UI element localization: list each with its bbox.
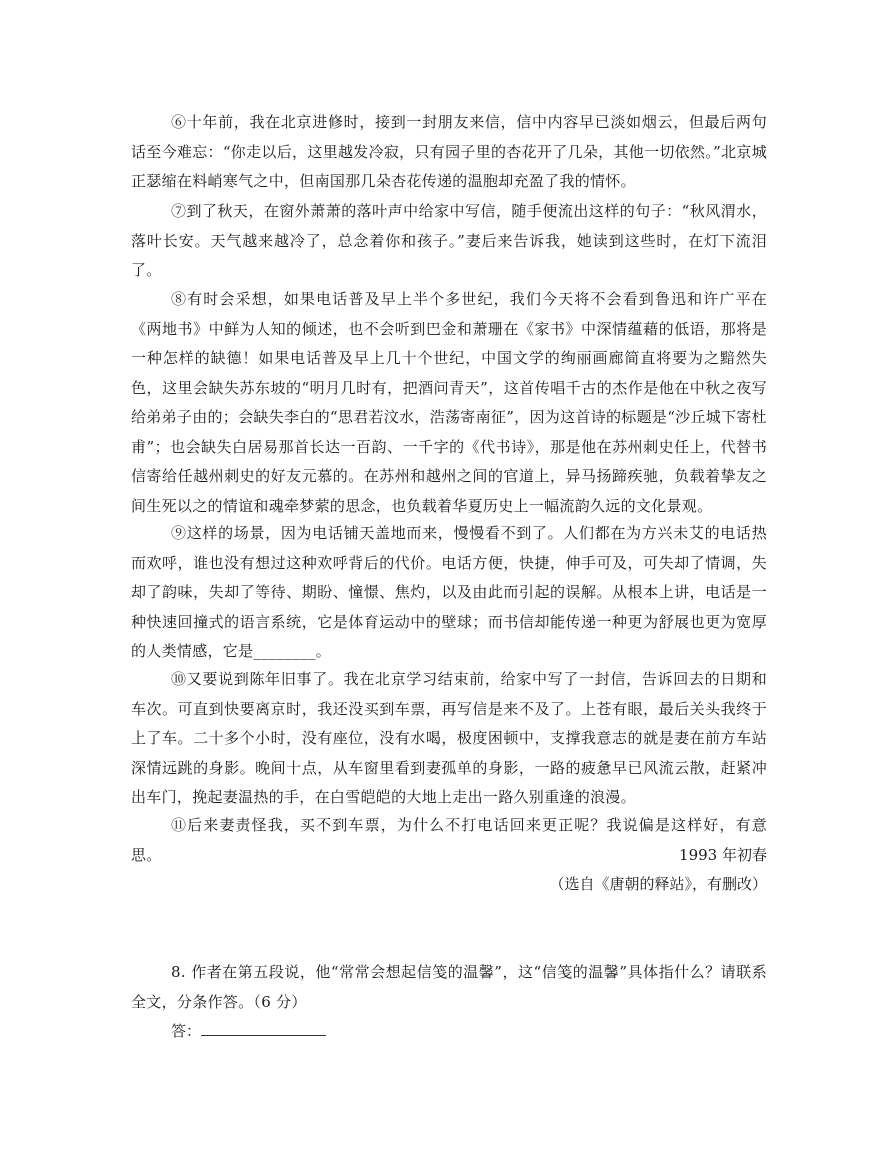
answer-row [171, 1017, 326, 1047]
question-8: 8. 作者在第五段说，他“常常会想起信笺的温馨”，这“信笺的温馨”具体指什么？请联系全文，分条作答。（6 分） [131, 963, 767, 1011]
paragraph-7: ⑦到了秋天，在窗外萧萧的落叶声中给家中写信，随手便流出这样的句子：“秋风渭水，落叶长安。天气越来越冷了，总念着你和孩子。”妻后来告诉我，她读到这些时，在灯下流泪了。 [131, 202, 767, 279]
paragraph-11: ⑪后来妻责怪我，买不到车票，为什么不打电话回来更正呢？我说偏是这样好，有意思。 [131, 816, 767, 864]
article-date: 1993 年初春 [679, 846, 767, 864]
paragraph-6: ⑥十年前，我在北京进修时，接到一封朋友来信，信中内容早已淡如烟云，但最后两句话至今难忘：“你走以后，这里越发冷寂，只有园子里的杏花开了几朵，其他一切依然。”北京城正瑟缩在料峭寒气之中，但南国那几朵杏花传递的温胞却充盈了我的情怀。 [131, 113, 767, 190]
paragraph-10: ⑩又要说到陈年旧事了。我在北京学习结束前，给家中写了一封信，告诉回去的日期和车次。可直到快要离京时，我还没买到车票，再写信是来不及了。上苍有眼，最后关头我终于上了车。二十多个小时，没有座位，没有水喝，极度困顿中，支撑我意志的就是妻在前方车站深情远跳的身影。晚间十点，从车窗里看到妻孤单的身影，一路的疲惫早已风流云散，赶紧冲出车门，挽起妻温热的手，在白雪皑皑的大地上走出一路久别重逢的浪漫。 [131, 670, 767, 806]
article-source: （选自《唐朝的释站》，有删改） [549, 875, 767, 893]
answer-label: 答： [171, 1022, 202, 1040]
answer-blank[interactable] [201, 1017, 326, 1036]
paragraph-9: ⑨这样的场景，因为电话铺天盖地而来，慢慢看不到了。人们都在为方兴未艾的电话热而欢呼，谁也没有想过这种欢呼背后的代价。电话方便，快捷，伸手可及，可失却了情调，失却了韵味，失却了等待、期盼、憧憬、焦灼，以及由此而引起的误解。从根本上讲，电话是一种快速回撞式的语言系统，它是体育运动中的壁球；而书信却能传递一种更为舒展也更为宽厚的人类情感，它是________。 [131, 524, 767, 660]
paragraph-8: ⑧有时会采想，如果电话普及早上半个多世纪，我们今天将不会看到鲁迅和许广平在《两地书》中鲜为人知的倾述，也不会听到巴金和萧珊在《家书》中深情蕴藉的低语，那将是一种怎样的缺德！如果电话普及早上几十个世纪，中国文学的绚丽画廊简直将要为之黯然失色，这里会缺失苏东坡的“明月几时有，把酒问青天”，这首传唱千古的杰作是他在中秋之夜写给弟弟子由的；会缺失李白的“思君若汶水，浩荡寄南征”，因为这首诗的标题是“沙丘城下寄杜甫”；也会缺失白居易那首长达一百韵、一千字的《代书诗》，那是他在苏州刺史任上，代替书信寄给任越州刺史的好友元慕的。在苏州和越州之间的官道上，异马扬蹄疾驰，负载着挚友之间生死以之的情谊和魂牵梦萦的思念，也负载着华夏历史上一幅流韵久远的文化景观。 [131, 290, 767, 515]
